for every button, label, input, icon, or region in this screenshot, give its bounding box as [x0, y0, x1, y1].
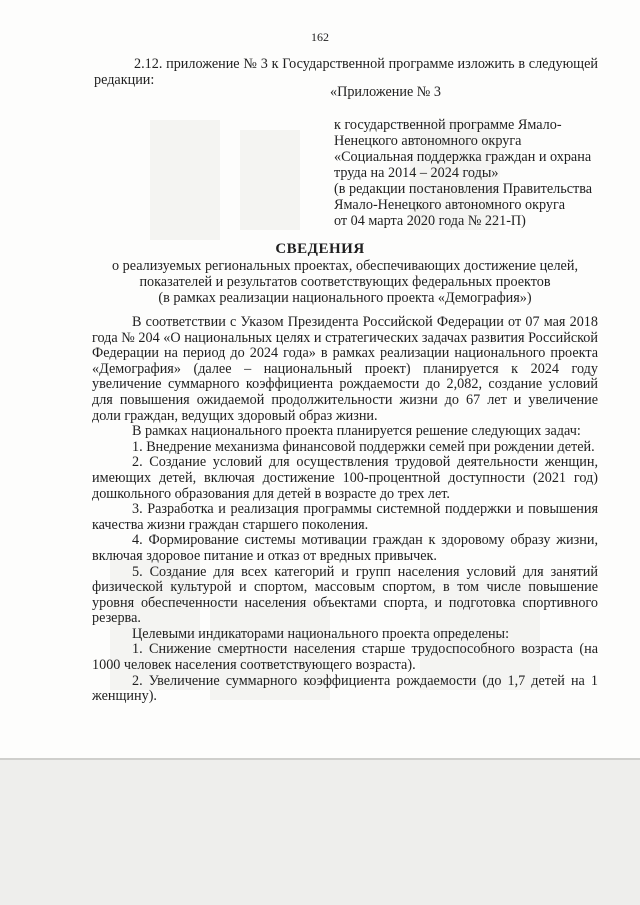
- task-item: 3. Разработка и реализация программы системной поддержки и повышения качества жизни граждан старшего поколения.: [92, 501, 598, 533]
- document-body: [92, 315, 598, 705]
- appendix-line: труда на 2014 – 2024 годы»: [334, 165, 499, 181]
- task-item: 2. Создание условий для осуществления трудовой деятельности женщин, имеющих детей, включая достижение 100-процентной доступности (2021 год) дошкольного образования для детей в возрасте до трех лет.: [92, 454, 598, 502]
- document-heading: СВЕДЕНИЯ: [275, 241, 365, 257]
- indicator-item: 2. Увеличение суммарного коэффициента рождаемости (до 1,7 детей на 1 женщину).: [92, 672, 598, 705]
- subheading-line: (в рамках реализации национального проекта «Демография»): [158, 290, 532, 306]
- indicator-item: 1. Снижение смертности населения старше трудоспособного возраста (на 1000 человек населения соответствующего возраста).: [92, 641, 598, 674]
- appendix-line: «Социальная поддержка граждан и охрана: [334, 149, 592, 165]
- body-paragraph: Целевыми индикаторами национального проекта определены:: [132, 625, 510, 642]
- watermark-shape: [240, 130, 300, 230]
- appendix-line: (в редакции постановления Правительства: [334, 181, 593, 197]
- body-paragraph: В рамках национального проекта планируется решение следующих задач:: [132, 423, 581, 440]
- page-number: 162: [311, 30, 329, 44]
- appendix-title: «Приложение № 3: [330, 84, 441, 100]
- body-paragraph: В соответствии с Указом Президента Российской Федерации от 07 мая 2018 года № 204 «О национальных целях и стратегических задачах развития Российской Федерации на период до 2024 года» в рамках реализации национального проекта «Демография» (далее – национальный проект) планируется к 2024 году увеличение суммарного коэффициента рождаемости до 2,082, создание условий для повышения ожидаемой продолжительности жизни до 67 лет и увеличение доли граждан, ведущих здоровый образ жизни.: [92, 314, 598, 424]
- watermark-shape: [150, 120, 220, 240]
- document-subheading: [80, 258, 610, 306]
- appendix-line: к государственной программе Ямало-: [334, 117, 562, 133]
- appendix-line: от 04 марта 2020 года № 221-П): [334, 213, 526, 229]
- task-item: 1. Внедрение механизма финансовой поддержки семей при рождении детей.: [132, 438, 595, 455]
- task-item: 4. Формирование системы мотивации граждан к здоровому образу жизни, включая здоровое питание и отказ от вредных привычек.: [92, 532, 598, 564]
- task-item: 5. Создание для всех категорий и групп населения условий для занятий физической культурой и спортом, массовым спортом, в том числе повышение уровня обеспеченности населения объектами спорта, и подготовка спортивного резерва.: [92, 563, 598, 627]
- subheading-line: показателей и результатов соответствующих федеральных проектов: [139, 274, 551, 290]
- scan-margin: [0, 760, 640, 905]
- subheading-line: о реализуемых региональных проектах, обеспечивающих достижение целей,: [111, 258, 578, 274]
- appendix-line: Ненецкого автономного округа: [334, 133, 522, 149]
- appendix-line: Ямало-Ненецкого автономного округа: [334, 197, 566, 213]
- intro-paragraph: 2.12. приложение № 3 к Государственной программе изложить в следующей редакции:: [94, 56, 598, 88]
- appendix-reference: [334, 117, 592, 229]
